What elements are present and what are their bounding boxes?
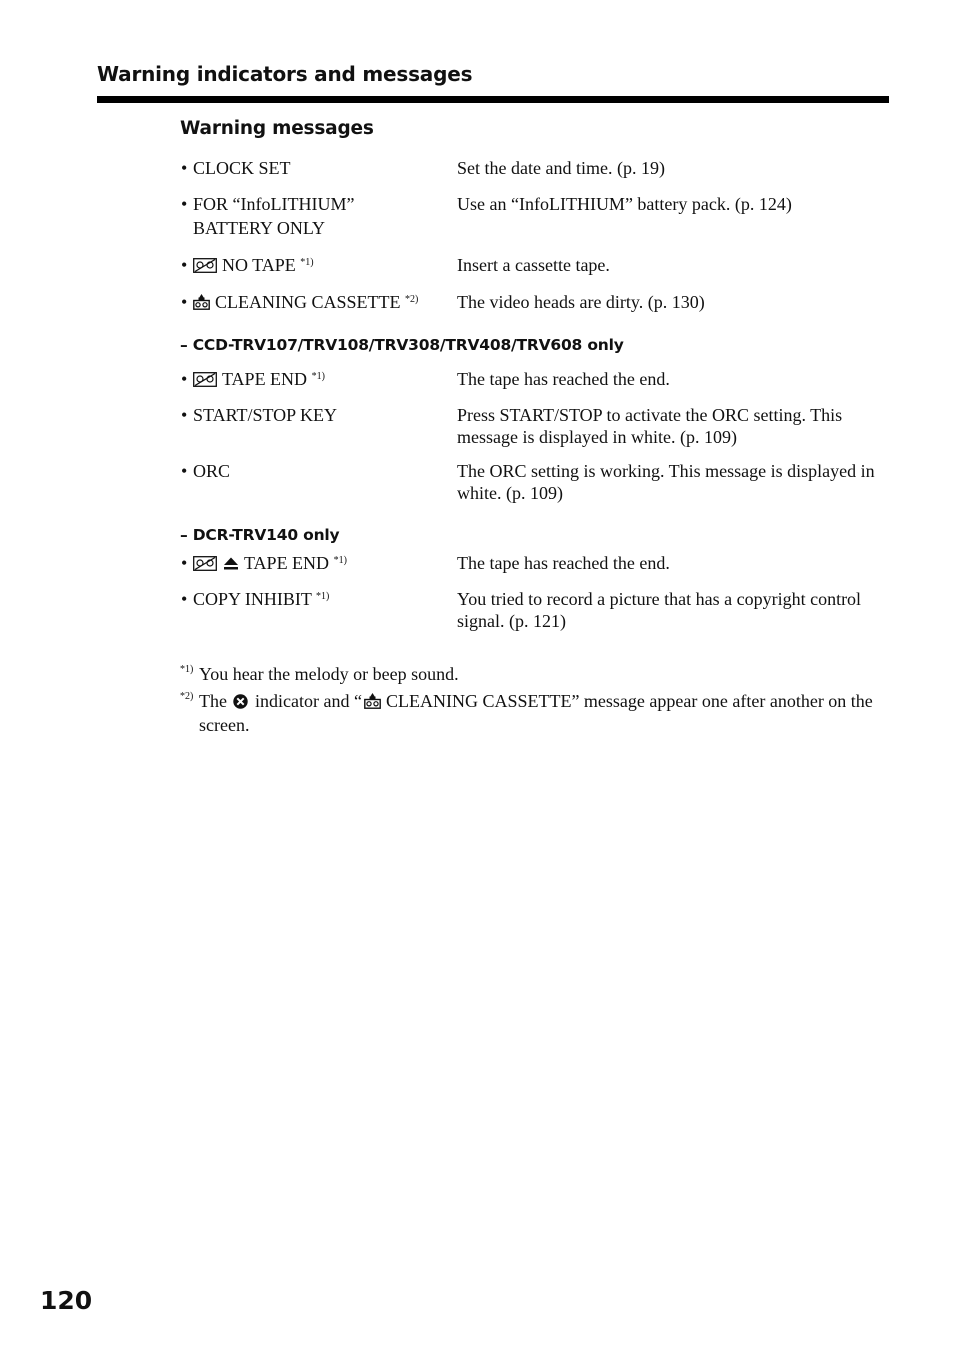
footnote-ref: *1) xyxy=(316,591,330,602)
description-text: The video heads are dirty. (p. 130) xyxy=(457,292,705,312)
footnote-text-middle: indicator and “ xyxy=(254,691,362,711)
footnote-mark: *2) xyxy=(180,691,194,702)
footnote-ref: *1) xyxy=(311,371,325,382)
description-text: You tried to record a picture that has a copyright control signal. (p. 121) xyxy=(457,589,862,631)
message-text: TAPE END xyxy=(244,553,330,573)
message-text: NO TAPE xyxy=(222,255,296,275)
description-text: Insert a cassette tape. xyxy=(457,255,610,275)
message-text: TAPE END xyxy=(222,369,308,389)
message-text: CLEANING CASSETTE xyxy=(215,292,401,312)
description-text: Use an “InfoLITHIUM” battery pack. (p. 124) xyxy=(457,194,792,214)
footnote-mark: *1) xyxy=(180,664,194,675)
description-text: The tape has reached the end. xyxy=(457,369,670,389)
warning-x-icon xyxy=(233,692,248,714)
header-rule xyxy=(97,96,889,103)
footnote-text-before: The xyxy=(199,691,227,711)
footnote-text: You hear the melody or beep sound. xyxy=(199,664,459,684)
footnote-text-after: CLEANING CASSETTE” message appear one after another on the screen. xyxy=(199,691,873,735)
model-group-label: – CCD-TRV107/TRV108/TRV308/TRV408/TRV608 only xyxy=(180,336,624,354)
section-title: Warning messages xyxy=(180,118,374,139)
description-text: Press START/STOP to activate the ORC setting. This message is displayed in white. (p. 109) xyxy=(457,405,843,447)
page-number: 120 xyxy=(40,1286,93,1315)
message-text: CLOCK SET xyxy=(193,158,291,178)
footnote-ref: *2) xyxy=(405,294,419,305)
message-text: COPY INHIBIT xyxy=(193,589,312,609)
footnote-ref: *1) xyxy=(300,257,314,268)
description-text: Set the date and time. (p. 19) xyxy=(457,158,665,178)
description-text: The tape has reached the end. xyxy=(457,553,670,573)
message-text-line2: BATTERY ONLY xyxy=(193,218,326,238)
cassette-icon xyxy=(193,370,217,392)
cassette-eject-icon xyxy=(193,554,239,576)
cleaning-cassette-icon xyxy=(193,293,210,315)
model-group-label: – DCR-TRV140 only xyxy=(180,526,340,544)
page-header: Warning indicators and messages xyxy=(97,62,473,86)
footnote-2 xyxy=(180,690,890,736)
footnotes xyxy=(180,663,890,741)
footnote-1 xyxy=(180,663,890,685)
cassette-icon xyxy=(193,256,217,278)
cleaning-cassette-icon xyxy=(364,692,381,714)
message-text: ORC xyxy=(193,461,231,481)
message-text: FOR “InfoLITHIUM” xyxy=(193,194,355,214)
description-text: The ORC setting is working. This message is displayed in white. (p. 109) xyxy=(457,461,875,503)
footnote-ref: *1) xyxy=(333,555,347,566)
message-text: START/STOP KEY xyxy=(193,405,337,425)
